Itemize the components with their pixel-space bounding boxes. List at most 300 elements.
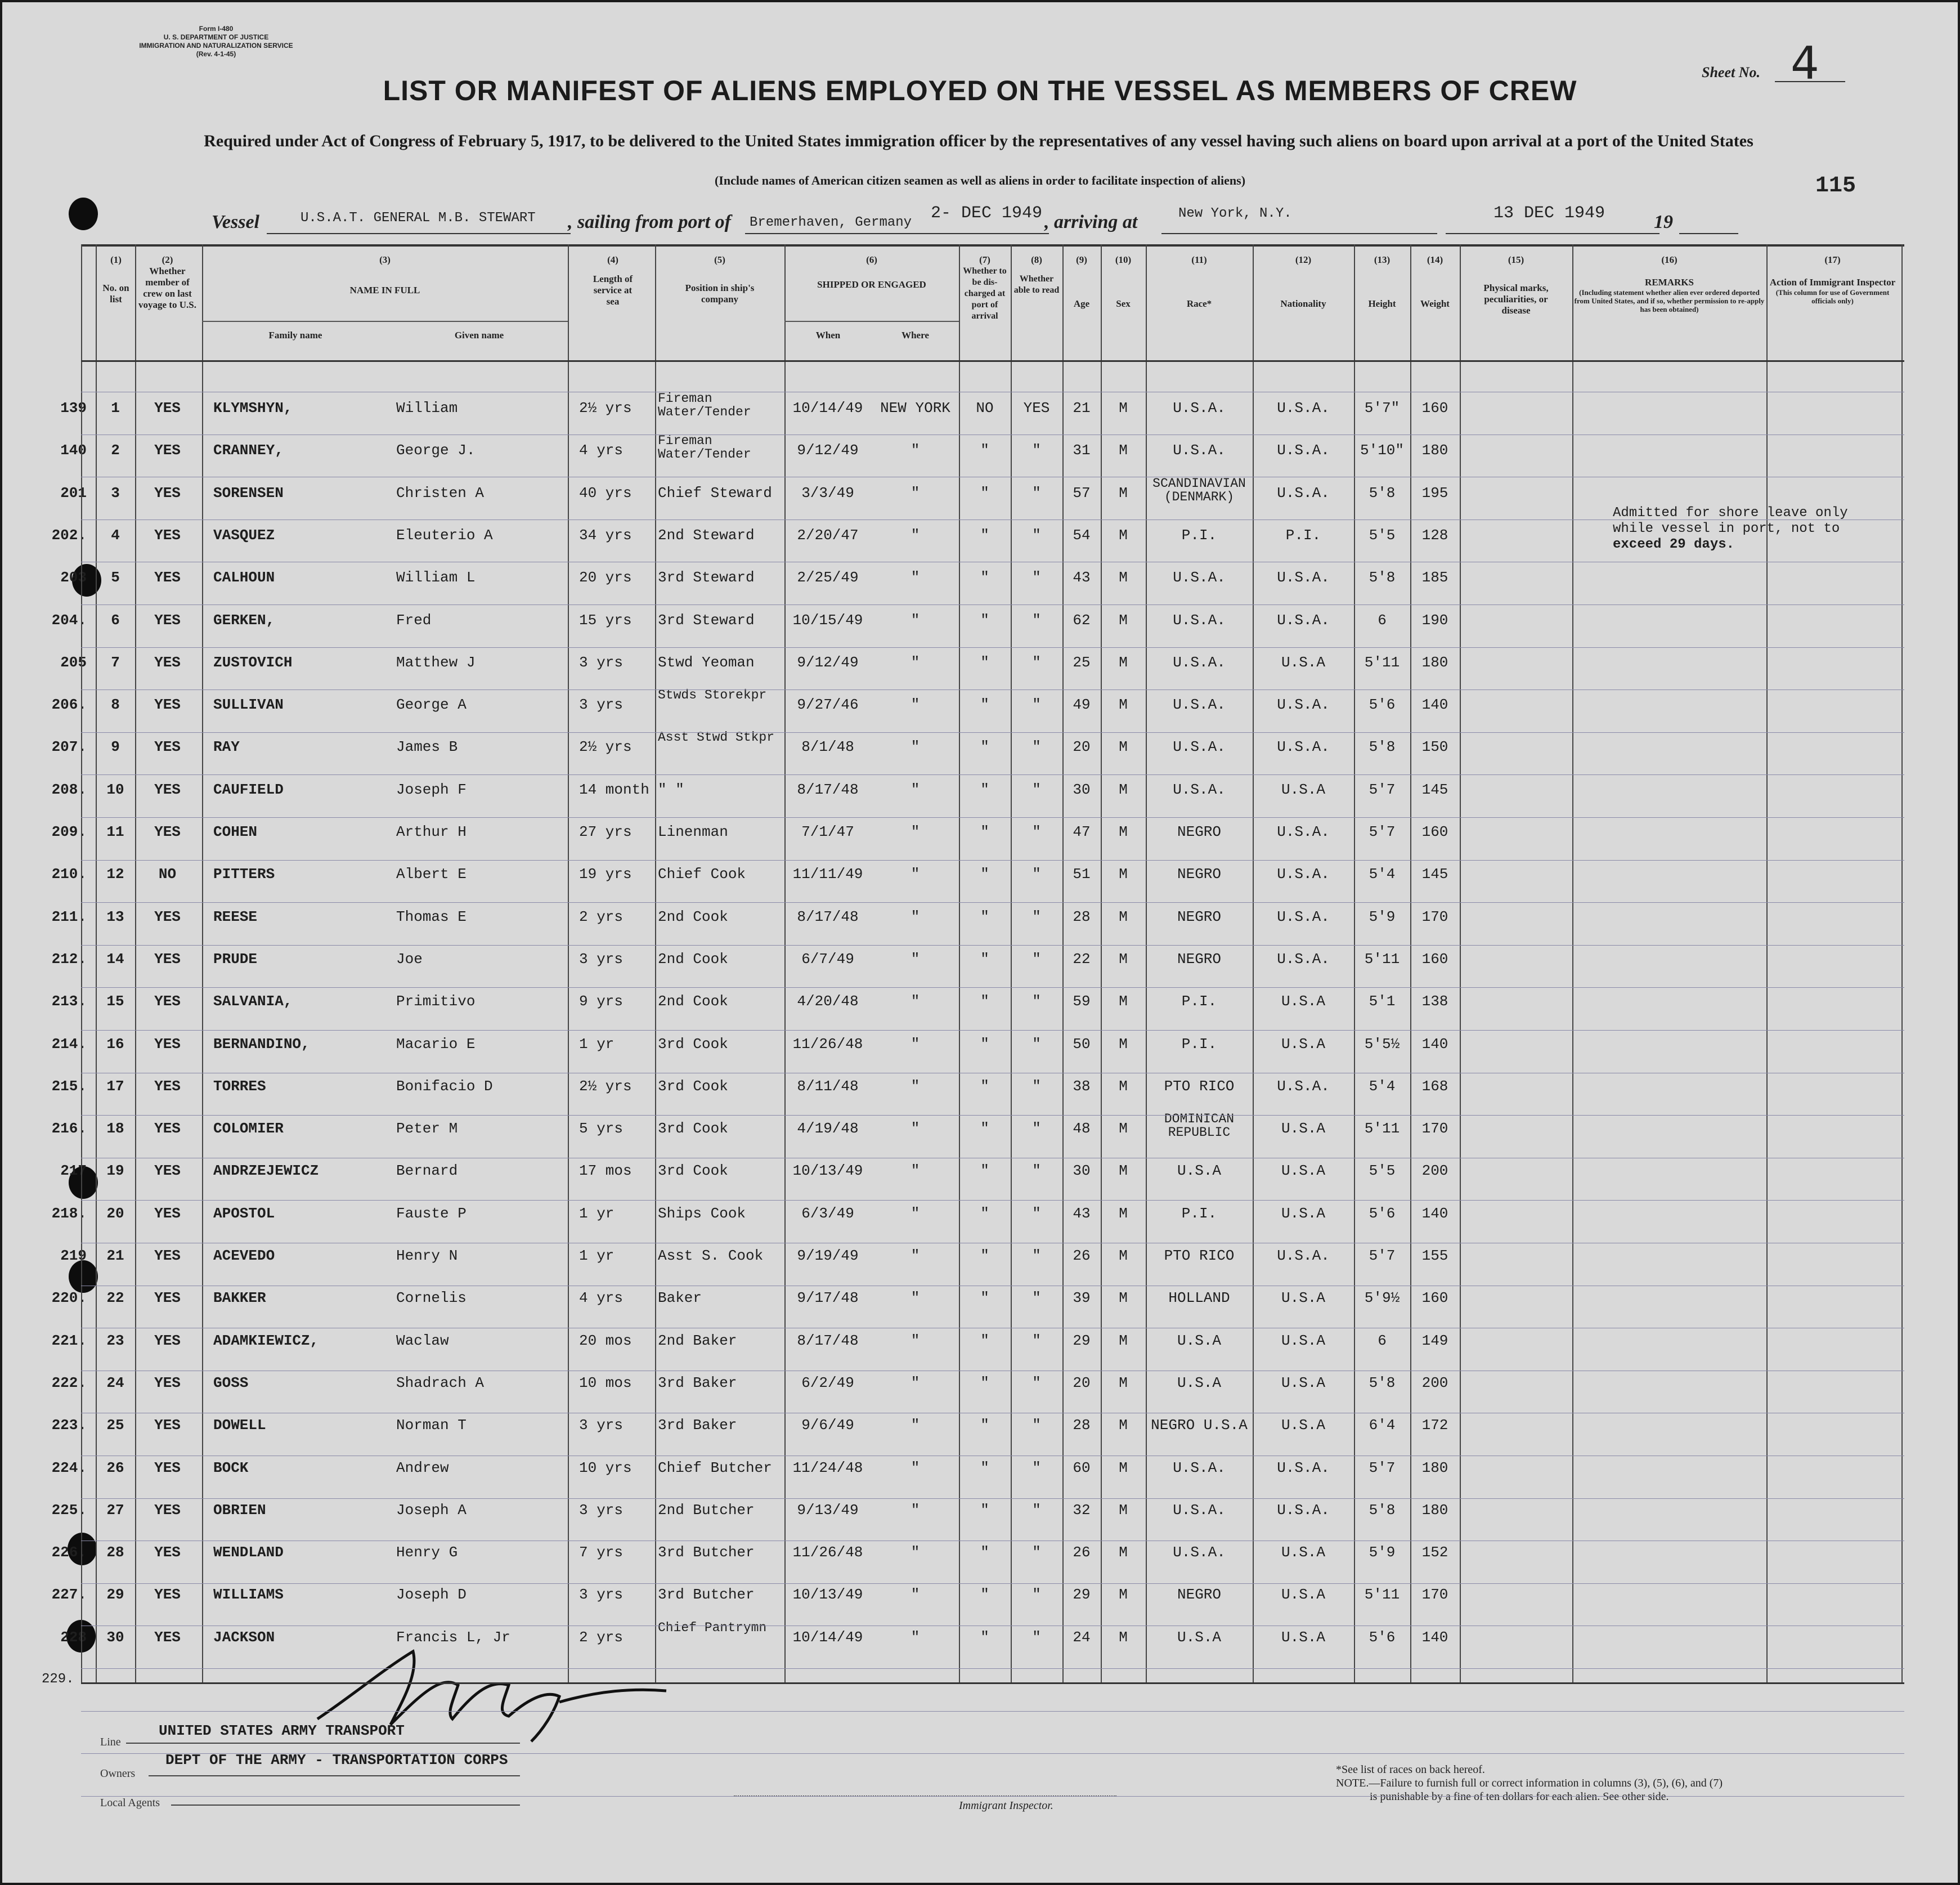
shipped-when: 11/26/48 (792, 1544, 863, 1561)
sex: M (1119, 1162, 1128, 1180)
form-identifier (126, 25, 306, 59)
sex: M (1119, 993, 1128, 1010)
margin-number: 220. (51, 1289, 87, 1307)
height: 6 (1378, 611, 1387, 629)
margin-number: 207. (51, 738, 87, 756)
to-be-discharged: " (980, 908, 989, 925)
sex: M (1119, 1205, 1128, 1222)
col1-num: (1) (110, 254, 122, 265)
page-subtitle-note: (Include names of American citizen seamen as well as aliens in order to facilitate inspection of aliens) (714, 173, 1246, 187)
row-number: 19 (106, 1162, 124, 1180)
height: 5'11 (1364, 1586, 1400, 1604)
shipped-when: 11/24/48 (792, 1459, 863, 1476)
sex: M (1119, 569, 1128, 586)
weight: 180 (1421, 1501, 1448, 1519)
age: 39 (1073, 1289, 1091, 1307)
weight: 180 (1421, 1459, 1448, 1476)
nationality: U.S.A. (1277, 738, 1330, 756)
shipped-where: " (911, 781, 920, 798)
family-name: ZUSTOVICH (213, 653, 293, 671)
sex: M (1119, 950, 1128, 968)
col16-subheader: (Including statement whether alien ever ordered deported from United States, and if so, whether permission to re-apply has been obtained) (1574, 288, 1765, 314)
col3-num: (3) (379, 254, 391, 265)
shipped-where: " (911, 1501, 920, 1519)
able-to-read: " (1032, 1120, 1041, 1138)
form-number: Form I-480 (199, 25, 234, 33)
row-number: 25 (106, 1417, 124, 1434)
service-length: 1 yr (579, 1035, 615, 1053)
sex: M (1119, 1586, 1128, 1604)
family-name: ANDRZEJEWICZ (213, 1162, 319, 1180)
row-number: 10 (106, 781, 124, 798)
given-name: William L (396, 569, 476, 586)
able-to-read: " (1032, 866, 1041, 883)
col11-header: Race* (1186, 298, 1212, 309)
age: 49 (1073, 696, 1091, 714)
weight: 140 (1421, 696, 1448, 714)
weight: 200 (1421, 1374, 1448, 1391)
sex: M (1119, 823, 1128, 840)
height: 5'8 (1369, 569, 1396, 586)
given-name: Waclaw (396, 1332, 449, 1349)
race: U.S.A. (1173, 653, 1226, 671)
nationality: U.S.A. (1277, 1501, 1330, 1519)
race: P.I. (1181, 1035, 1217, 1053)
prior-voyage: YES (154, 738, 181, 756)
weight: 160 (1421, 400, 1448, 417)
line-underline (126, 1743, 520, 1744)
shipped-where: " (911, 653, 920, 671)
service-length: 10 yrs (579, 1459, 632, 1476)
to-be-discharged: " (980, 823, 989, 840)
prior-voyage: YES (154, 1586, 181, 1604)
prior-voyage: YES (154, 1035, 181, 1053)
family-name: PRUDE (213, 950, 258, 968)
sex: M (1119, 908, 1128, 925)
port-from: Bremerhaven, Germany (750, 215, 912, 230)
table-column-rule (1410, 244, 1411, 1682)
service-length: 34 yrs (579, 526, 632, 544)
prior-voyage: YES (154, 1628, 181, 1646)
age: 30 (1073, 1162, 1091, 1180)
weight: 180 (1421, 442, 1448, 459)
able-to-read: " (1032, 1417, 1041, 1434)
family-name: CRANNEY, (213, 442, 284, 459)
race: U.S.A (1177, 1374, 1221, 1391)
service-length: 7 yrs (579, 1544, 624, 1561)
sheet-label: Sheet No. (1702, 64, 1760, 80)
age: 43 (1073, 569, 1091, 586)
row-number: 15 (106, 993, 124, 1010)
height: 5'1 (1369, 993, 1396, 1010)
row-number: 5 (111, 569, 120, 586)
to-be-discharged: " (980, 611, 989, 629)
prior-voyage: YES (154, 1162, 181, 1180)
sex: M (1119, 400, 1128, 417)
weight: 155 (1421, 1247, 1448, 1264)
sex: M (1119, 1374, 1128, 1391)
nationality: U.S.A. (1277, 569, 1330, 586)
age: 20 (1073, 738, 1091, 756)
service-length: 3 yrs (579, 950, 624, 968)
margin-number: 139 (60, 400, 87, 417)
shipped-where: " (911, 1374, 920, 1391)
age: 25 (1073, 653, 1091, 671)
nationality: U.S.A (1281, 781, 1325, 798)
given-name: Joe (396, 950, 423, 968)
prior-voyage: YES (154, 1374, 181, 1391)
family-name: OBRIEN (213, 1501, 266, 1519)
service-length: 40 yrs (579, 484, 632, 502)
given-name: Albert E (396, 866, 467, 883)
shipped-when: 9/12/49 (797, 653, 859, 671)
to-be-discharged: " (980, 1628, 989, 1646)
service-length: 2 yrs (579, 908, 624, 925)
col2-num: (2) (162, 254, 173, 265)
family-name: REESE (213, 908, 258, 925)
race: PTO RICO (1164, 1077, 1235, 1095)
to-be-discharged: " (980, 1205, 989, 1222)
family-name: WILLIAMS (213, 1586, 284, 1604)
where-header: Where (901, 330, 929, 341)
height: 5'10" (1360, 442, 1404, 459)
margin-number: 201 (60, 484, 87, 502)
family-name: BAKKER (213, 1289, 266, 1307)
given-name: Henry N (396, 1247, 458, 1264)
header-subrule (784, 321, 959, 322)
position: Ships Cook (658, 1205, 746, 1222)
service-length: 3 yrs (579, 1586, 624, 1604)
shipped-when: 8/1/48 (801, 738, 854, 756)
shipped-when: 11/11/49 (792, 866, 863, 883)
age: 26 (1073, 1247, 1091, 1264)
row-rule (81, 902, 1904, 903)
service: IMMIGRATION AND NATURALIZATION SERVICE (139, 42, 293, 50)
row-number: 29 (106, 1586, 124, 1604)
row-number: 28 (106, 1544, 124, 1561)
margin-number: 210. (51, 866, 87, 883)
revision: (Rev. 4-1-45) (196, 50, 236, 58)
weight: 168 (1421, 1077, 1448, 1095)
weight: 149 (1421, 1332, 1448, 1349)
row-number: 20 (106, 1205, 124, 1222)
col9-header: Age (1073, 298, 1090, 309)
weight: 150 (1421, 738, 1448, 756)
service-length: 3 yrs (579, 653, 624, 671)
table-column-rule (784, 244, 786, 1682)
shipped-when: 9/19/49 (797, 1247, 859, 1264)
arrive-date: 13 DEC 1949 (1493, 204, 1605, 223)
height: 5'7" (1364, 400, 1400, 417)
prior-voyage: YES (154, 526, 181, 544)
weight: 190 (1421, 611, 1448, 629)
penalty-note-cont: is punishable by a fine of ten dollars for each alien. See other side. (1370, 1790, 1669, 1803)
age: 57 (1073, 484, 1091, 502)
position: 3rd Cook (658, 1162, 728, 1180)
sex: M (1119, 653, 1128, 671)
shipped-where: " (911, 993, 920, 1010)
row-number: 1 (111, 400, 120, 417)
race: NEGRO (1177, 823, 1221, 840)
able-to-read: " (1032, 484, 1041, 502)
punch-hole (69, 1260, 98, 1293)
year-underline (1679, 233, 1738, 234)
given-name: Thomas E (396, 908, 467, 925)
age: 60 (1073, 1459, 1091, 1476)
to-be-discharged: " (980, 1162, 989, 1180)
age: 26 (1073, 1544, 1091, 1561)
row-number: 8 (111, 696, 120, 714)
shipped-when: 10/15/49 (792, 611, 863, 629)
shipped-when: 6/2/49 (801, 1374, 854, 1391)
to-be-discharged: " (980, 1586, 989, 1604)
nationality: U.S.A. (1277, 866, 1330, 883)
weight: 160 (1421, 950, 1448, 968)
family-name: COHEN (213, 823, 258, 840)
owners-underline (149, 1775, 520, 1776)
race: U.S.A. (1173, 696, 1226, 714)
race: U.S.A (1177, 1162, 1221, 1180)
shipped-where: " (911, 484, 920, 502)
col17-header: Action of Immigrant Inspector (1769, 277, 1896, 288)
shipped-when: 3/3/49 (801, 484, 854, 502)
prior-voyage: YES (154, 484, 181, 502)
height: 5'8 (1369, 738, 1396, 756)
able-to-read: " (1032, 1035, 1041, 1053)
to-be-discharged: " (980, 993, 989, 1010)
position: 2nd Cook (658, 993, 728, 1010)
to-be-discharged: " (980, 1247, 989, 1264)
col10-num: (10) (1115, 254, 1132, 265)
row-rule (81, 1030, 1904, 1031)
shipped-when: 9/6/49 (801, 1417, 854, 1434)
race: HOLLAND (1168, 1289, 1230, 1307)
shipped-where: " (911, 738, 920, 756)
given-name: Francis L, Jr (396, 1628, 510, 1646)
family-name: ADAMKIEWICZ, (213, 1332, 319, 1349)
row-rule (81, 945, 1904, 946)
col17-subheader: (This column for use of Government officials only) (1775, 288, 1890, 305)
position: Chief Pantrymn (658, 1620, 767, 1635)
able-to-read: " (1032, 442, 1041, 459)
margin-number: 206. (51, 696, 87, 714)
sex: M (1119, 781, 1128, 798)
family-name: SALVANIA, (213, 993, 293, 1010)
row-number: 24 (106, 1374, 124, 1391)
family-name: KLYMSHYN, (213, 400, 293, 417)
weight: 140 (1421, 1628, 1448, 1646)
vessel-label: Vessel (212, 212, 259, 232)
shipped-when: 6/3/49 (801, 1205, 854, 1222)
service-length: 1 yr (579, 1247, 615, 1264)
col3-header: NAME IN FULL (349, 285, 420, 295)
weight: 172 (1421, 1417, 1448, 1434)
row-number: 23 (106, 1332, 124, 1349)
shipped-where: " (911, 1077, 920, 1095)
position: Linenman (658, 823, 728, 840)
given-name: Andrew (396, 1459, 449, 1476)
col12-num: (12) (1295, 254, 1312, 265)
row-rule (81, 987, 1904, 988)
agents-underline (171, 1805, 520, 1806)
height: 5'5½ (1364, 1035, 1400, 1053)
shipped-where: " (911, 1162, 920, 1180)
family-name: COLOMIER (213, 1120, 284, 1138)
able-to-read: " (1032, 1205, 1041, 1222)
line-value: UNITED STATES ARMY TRANSPORT (159, 1722, 405, 1739)
shipped-when: 9/27/46 (797, 696, 859, 714)
position: 3rd Baker (658, 1417, 737, 1434)
shipped-when: 8/11/48 (797, 1077, 859, 1095)
position: Fireman Water/Tender (658, 391, 751, 419)
row-number: 12 (106, 866, 124, 883)
when-header: When (815, 330, 841, 341)
table-column-rule (135, 244, 136, 1682)
margin-number: 140 (60, 442, 87, 459)
shipped-where: " (911, 1205, 920, 1222)
row-number: 2 (111, 442, 120, 459)
shipped-where: " (911, 1289, 920, 1307)
race: P.I. (1181, 526, 1217, 544)
to-be-discharged: " (980, 1459, 989, 1476)
nationality: U.S.A. (1277, 1459, 1330, 1476)
remarks-line: exceed 29 days. (1613, 537, 1735, 552)
nationality: U.S.A (1281, 1544, 1325, 1561)
shipped-where: " (911, 908, 920, 925)
family-name: ACEVEDO (213, 1247, 275, 1264)
race: NEGRO (1177, 908, 1221, 925)
sex: M (1119, 1035, 1128, 1053)
row-rule (81, 1796, 1904, 1797)
vessel-underline (267, 233, 571, 234)
position: Stwds Storekpr (658, 688, 767, 703)
remarks-note (1613, 505, 1848, 553)
service-length: 3 yrs (579, 1417, 624, 1434)
arriving-label: , arriving at (1044, 212, 1138, 232)
shipped-where: " (911, 1586, 920, 1604)
race: U.S.A (1177, 1628, 1221, 1646)
shipped-when: 8/17/48 (797, 1332, 859, 1349)
inspector-label: Immigrant Inspector. (959, 1799, 1053, 1812)
able-to-read: " (1032, 1586, 1041, 1604)
family-name: JACKSON (213, 1628, 275, 1646)
shipped-when: 9/17/48 (797, 1289, 859, 1307)
position: 3rd Steward (658, 611, 755, 629)
given-name: William (396, 400, 458, 417)
race: U.S.A. (1173, 400, 1226, 417)
age: 51 (1073, 866, 1091, 883)
family-name: SULLIVAN (213, 696, 284, 714)
given-name: Peter M (396, 1120, 458, 1138)
sex: M (1119, 1332, 1128, 1349)
given-name: Cornelis (396, 1289, 467, 1307)
nationality: U.S.A (1281, 1205, 1325, 1222)
prior-voyage: YES (154, 908, 181, 925)
shipped-when: 8/17/48 (797, 781, 859, 798)
margin-number: 209. (51, 823, 87, 840)
height: 6'4 (1369, 1417, 1396, 1434)
race: U.S.A. (1173, 781, 1226, 798)
weight: 140 (1421, 1035, 1448, 1053)
col2-header: Whether member of crew on last voyage to U.S. (138, 266, 196, 310)
row-rule (81, 1115, 1904, 1116)
margin-number: 224. (51, 1459, 87, 1476)
race: U.S.A. (1173, 569, 1226, 586)
shipped-when: 2/20/47 (797, 526, 859, 544)
col13-num: (13) (1374, 254, 1391, 265)
service-length: 3 yrs (579, 696, 624, 714)
to-be-discharged: " (980, 569, 989, 586)
nationality: U.S.A. (1277, 400, 1330, 417)
able-to-read: " (1032, 1332, 1041, 1349)
given-name: Fauste P (396, 1205, 467, 1222)
weight: 185 (1421, 569, 1448, 586)
nationality: U.S.A (1281, 1628, 1325, 1646)
table-column-rule (655, 244, 656, 1682)
service-length: 17 mos (579, 1162, 632, 1180)
age: 32 (1073, 1501, 1091, 1519)
height: 5'6 (1369, 1628, 1396, 1646)
sex: M (1119, 1417, 1128, 1434)
height: 5'9 (1369, 1544, 1396, 1561)
col16-header: REMARKS (1645, 277, 1694, 288)
position: Chief Steward (658, 484, 772, 502)
table-column-rule (568, 244, 569, 1682)
position: Asst S. Cook (658, 1247, 764, 1264)
age: 54 (1073, 526, 1091, 544)
service-length: 9 yrs (579, 993, 624, 1010)
col9-num: (9) (1076, 254, 1087, 265)
given-name: Eleuterio A (396, 526, 493, 544)
col6-header: SHIPPED OR ENGAGED (817, 279, 926, 290)
shipped-where: " (911, 1628, 920, 1646)
shipped-where: " (911, 1417, 920, 1434)
given-name: Primitivo (396, 993, 476, 1010)
height: 5'8 (1369, 1501, 1396, 1519)
given-name: George J. (396, 442, 476, 459)
table-column-rule (1101, 244, 1102, 1682)
header-bottom-rule (81, 360, 1904, 362)
race: P.I. (1181, 993, 1217, 1010)
prior-voyage: YES (154, 1247, 181, 1264)
margin-number: 227. (51, 1586, 87, 1604)
service-length: 2½ yrs (579, 400, 632, 417)
sex: M (1119, 738, 1128, 756)
family-name: GOSS (213, 1374, 249, 1391)
table-column-rule (96, 244, 97, 1682)
nationality: U.S.A. (1277, 611, 1330, 629)
row-number: 26 (106, 1459, 124, 1476)
age: 50 (1073, 1035, 1091, 1053)
shipped-when: 2/25/49 (797, 569, 859, 586)
able-to-read: " (1032, 1544, 1041, 1561)
able-to-read: " (1032, 950, 1041, 968)
date-underline (1446, 233, 1660, 234)
family-name: SORENSEN (213, 484, 284, 502)
weight: 195 (1421, 484, 1448, 502)
height: 5'8 (1369, 1374, 1396, 1391)
margin-number: 214. (51, 1035, 87, 1053)
shipped-when: 10/14/49 (792, 400, 863, 417)
shipped-where: " (911, 569, 920, 586)
nationality: U.S.A (1281, 1162, 1325, 1180)
col7-header: Whether to be dis-charged at port of arrival (963, 266, 1007, 321)
to-be-discharged: " (980, 1120, 989, 1138)
nationality: U.S.A. (1277, 1077, 1330, 1095)
prior-voyage: YES (154, 1332, 181, 1349)
race: U.S.A (1177, 1332, 1221, 1349)
sheet-number: 4 (1791, 37, 1819, 89)
